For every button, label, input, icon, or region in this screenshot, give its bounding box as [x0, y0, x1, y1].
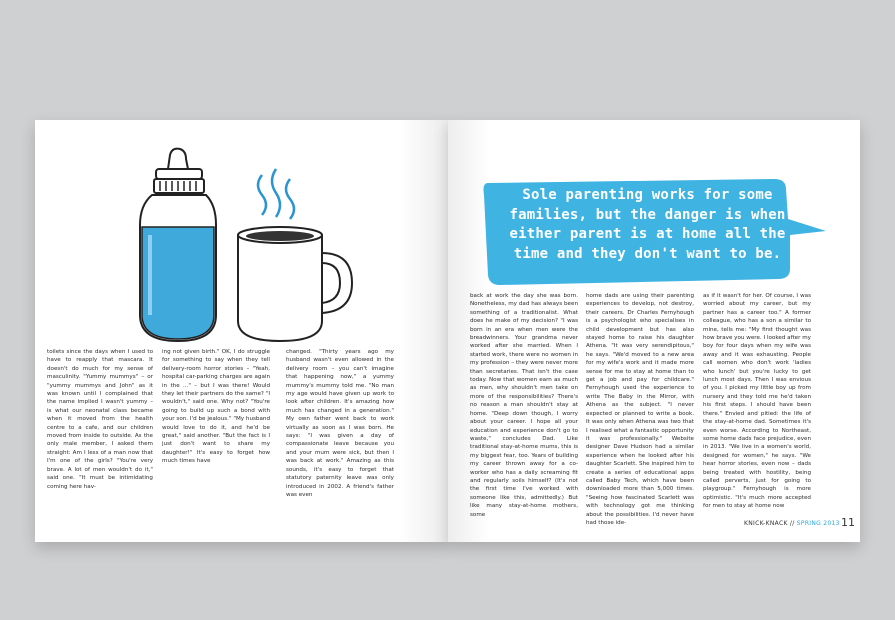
page-number: 11 — [841, 516, 855, 529]
pull-quote: Sole parenting works for some families, but the danger is when either parent is at home all the time and they don't want to be. — [509, 187, 786, 262]
bottle-and-mug-illustration — [130, 145, 370, 345]
steam-icon — [258, 169, 294, 219]
column-text: changed. "Thirty years ago my husband wasn't even allowed in the delivery room – you can't imagine that happening now," a yummy mummy's mummy told me. "No man my age would have given up work to look after children. It's amazing how much has changed in a generation." My own father went back to work virtually as soon as I was born. He says: "I was given a day of compassionate leave because you and your mum were sick, but then I was back at work." Amazing as this sounds, it's easy to forget that statutory paternity leave was only introduced in 2002. A friend's father was even — [286, 349, 394, 498]
column-text: toilets since the days when I used to have to reapply that mascara. It doesn't do much for my sense of masculinity. "Yummy mummys" – or "yummy mummys and John" as it was known until I complained that the name implied I wasn't yummy – is what our neonatal class became when it moved from the health centre to a cafe, and our children moved from inside to outside. As the only male member, I asked them straight: Am I less of a man now that I'm one of the girls? "You're very brave. A lot of men wouldn't do it," said one. "It must be intimidating coming here hav- — [47, 349, 153, 490]
column-text: as if it wasn't for her. Of course, I was worried about my career, but my partner has a career too." A former colleague, who has a son a similar to mine, tells me: "My first thought was how brave you were. I looked after my boy for four days when my wife was away and it was exhausting. People call women who don't work 'ladies who lunch' but you're lucky to get lunch most days. Then I was envious of you. I picked my little boy up from nursery and they told me he'd taken his first steps. I should have been there." Envied and pitied: the life of the stay-at-home dad. Sometimes it's even worse. According to Northeast, some home dads face prejudice, even in 2013. "We live in a women's world, designed for women," he says. "We hear horror stories, even now – dads being treated with hostility, being called perverts, just for going to playgroup." Fernyhough is more optimistic. "It's much more accepted for men to stay at home now — [703, 293, 811, 510]
article-column-6 — [703, 292, 811, 511]
column-text: home dads are using their parenting experiences to develop, not destroy, their careers. Dr Charles Fernyhough is a psychologist who specialises in child development but has also stayed home to raise his daughter Athena. "It was very serendipitous," he says. "We'd moved to a new area for my wife's work and it made more sense for me to stay at home than to get a job and pay for childcare." Fernyhough used the experience to write The Baby in the Mirror, with Athena as the subject. "I never expected or planned to write a book. It was only when Athena was two that I realised what a fantastic opportunity it was professionally." Website designer Dave Hudson had a similar experience when he looked after his daughter Scarlett. She inspired him to create a series of educational apps called Baby Tech, which have been downloaded more than 5,000 times. "Seeing how fascinated Scarlett was with technology got me thinking about the possibilities. I'd never have had those ide- — [586, 293, 694, 526]
footer-separator: // — [789, 520, 795, 527]
coffee-mug-icon — [238, 227, 352, 341]
column-text: ing not given birth." OK, I do struggle for something to say when they tell delivery-room horror stories – "Yeah, hospital car-parking charges are again in the ..." – but I was there! Would they let their partners do the same? "I wouldn't," said one. Why not? "You're going to build up such a bond with your son. I'd be jealous." "My husband would love to do it, and he'd be great," said another. "But the fact is I just don't want to share my daughter!" It's easy to forget how much times have — [162, 349, 270, 465]
article-column-3 — [286, 348, 394, 499]
magazine-name: KNICK-KNACK — [744, 520, 788, 527]
edition-label: SPRING 2013 — [796, 520, 840, 527]
baby-bottle-icon — [140, 149, 216, 341]
article-column-1 — [47, 348, 153, 491]
article-column-4 — [470, 292, 578, 519]
column-text: back at work the day she was born. Nonetheless, my dad has always been something of a traditionalist. What does he make of my decision? "I was born in an era when men were the breadwinners. Your grandma never worked after she married. When I started work, there were no women in my profession – they were never more than secretaries. That isn't the case today. Now that women earn as much as men, why shouldn't men take on more of the responsibilities? There's no reason a man shouldn't stay at home. "Deep down though, I worry about your career. I hope all your education and experience don't go to waste," concludes Dad. Like traditional stay-at-home mums, this is my biggest fear, too. Years of building my career thrown away for a co-worker who has a daily screaming fit and regularly soils himself? (It's not the first time I've worked with someone like this, admittedly.) But like many stay-at-home mothers, some — [470, 293, 578, 518]
page-footer — [744, 520, 840, 527]
article-column-2 — [162, 348, 270, 466]
article-column-5 — [586, 292, 694, 527]
